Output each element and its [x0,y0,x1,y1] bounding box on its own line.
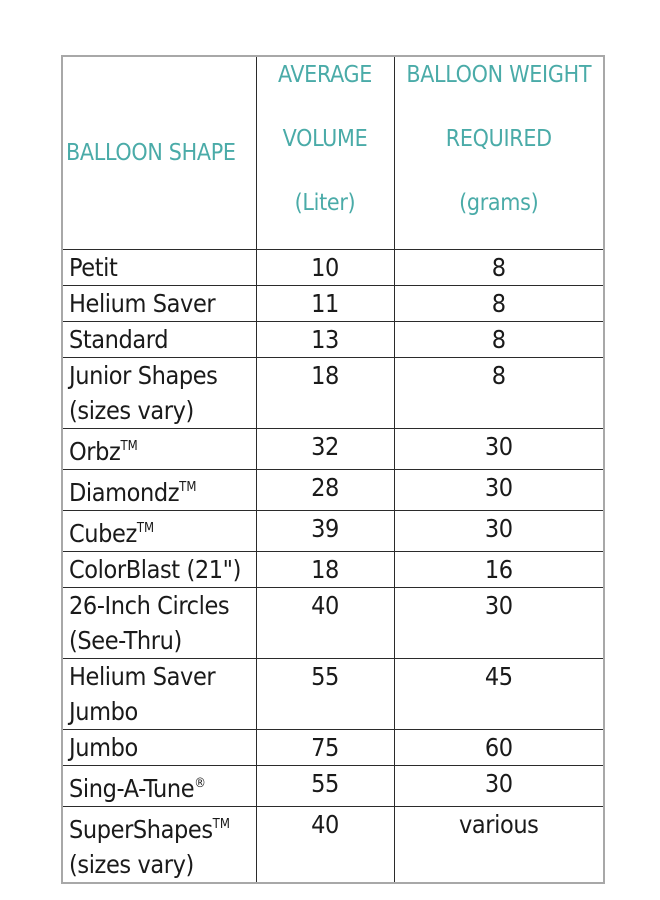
balloon-shape-cell [62,552,256,588]
balloon-shape-cell [62,250,256,286]
weight-required-cell: 8 [394,250,604,286]
table-row [62,286,604,322]
balloon-shape-name [69,322,256,357]
trademark-mark: ® [194,776,206,791]
average-volume-cell: 11 [256,286,394,322]
table-row [62,766,604,807]
balloon-shape-cell [62,511,256,552]
weight-required-cell: 8 [394,322,604,358]
balloon-shape-name [69,286,256,321]
average-volume-cell: 39 [256,511,394,552]
balloon-shape-name [69,807,256,847]
balloon-shape-name [69,694,256,729]
table-row [62,358,604,429]
average-volume-cell: 28 [256,470,394,511]
balloon-shape-cell [62,807,256,884]
balloon-shape-name [69,847,256,882]
balloon-shape-text: (See-Thru) [69,626,182,655]
average-volume-cell: 18 [256,552,394,588]
table-row [62,470,604,511]
balloon-shape-text: Diamondz [69,478,180,507]
balloon-shape-text: Orbz [69,437,121,466]
table-row [62,659,604,730]
trademark-mark: TM [212,817,230,832]
balloon-shape-name [69,429,256,469]
balloon-shape-name [69,552,256,587]
average-volume-cell: 18 [256,358,394,429]
trademark-mark: TM [179,480,197,495]
balloon-weight-table [61,55,605,884]
balloon-shape-cell [62,730,256,766]
weight-required-cell: 30 [394,470,604,511]
header-weight-line-1: BALLOON WEIGHT [406,62,592,88]
average-volume-cell: 40 [256,588,394,659]
weight-required-cell: 30 [394,429,604,470]
weight-required-cell: 30 [394,511,604,552]
header-balloon-shape-text: BALLOON SHAPE [66,140,236,166]
weight-required-cell: various [394,807,604,884]
header-row [62,56,604,250]
table-row [62,322,604,358]
average-volume-cell: 75 [256,730,394,766]
average-volume-cell: 10 [256,250,394,286]
balloon-shape-text: Petit [69,253,118,282]
balloon-shape-name [69,393,256,428]
header-balloon-weight [394,56,604,250]
balloon-shape-cell [62,322,256,358]
average-volume-cell: 55 [256,766,394,807]
table-row [62,511,604,552]
balloon-shape-text: Jumbo [69,733,138,762]
balloon-shape-cell [62,286,256,322]
trademark-mark: TM [136,521,155,536]
balloon-shape-text: Helium Saver [69,289,216,318]
weight-required-cell: 45 [394,659,604,730]
weight-required-cell: 8 [394,286,604,322]
balloon-shape-text: Cubez [69,519,137,548]
table-row [62,250,604,286]
balloon-shape-text: (sizes vary) [69,850,194,879]
header-volume-line-1: AVERAGE [277,62,373,88]
balloon-shape-cell [62,659,256,730]
average-volume-cell: 55 [256,659,394,730]
balloon-shape-text: Jumbo [69,697,138,726]
table-row [62,552,604,588]
balloon-shape-name [69,730,256,765]
balloon-shape-cell [62,429,256,470]
header-average-volume [256,56,394,250]
table-row [62,730,604,766]
weight-required-cell: 60 [394,730,604,766]
balloon-shape-name [69,358,256,393]
balloon-shape-cell [62,766,256,807]
balloon-shape-name [69,766,256,806]
table-row [62,588,604,659]
balloon-shape-text: Standard [69,325,169,354]
balloon-shape-name [69,623,256,658]
header-weight-line-2: REQUIRED [445,126,552,152]
average-volume-cell: 32 [256,429,394,470]
balloon-shape-name [69,470,256,510]
balloon-shape-name [69,511,256,551]
balloon-shape-text: 26-Inch Circles [69,591,230,620]
balloon-shape-name [69,659,256,694]
table-row [62,429,604,470]
average-volume-cell: 40 [256,807,394,884]
balloon-shape-text: Junior Shapes [69,361,218,390]
header-balloon-shape [62,56,256,250]
balloon-shape-text: (sizes vary) [69,396,194,425]
trademark-mark: TM [120,439,138,454]
weight-required-cell: 30 [394,588,604,659]
header-volume-line-3: (Liter) [294,190,356,216]
balloon-shape-text: ColorBlast (21") [69,555,241,584]
balloon-shape-text: Sing-A-Tune [69,774,195,803]
balloon-shape-text: SuperShapes [69,815,213,844]
balloon-shape-cell [62,470,256,511]
balloon-shape-name [69,588,256,623]
balloon-shape-name [69,250,256,285]
header-weight-line-3: (grams) [459,190,539,216]
weight-required-cell: 30 [394,766,604,807]
weight-required-cell: 8 [394,358,604,429]
balloon-shape-text: Helium Saver [69,662,216,691]
table-row [62,807,604,884]
balloon-shape-cell [62,588,256,659]
average-volume-cell: 13 [256,322,394,358]
balloon-shape-cell [62,358,256,429]
weight-required-cell: 16 [394,552,604,588]
header-volume-line-2: VOLUME [282,126,368,152]
